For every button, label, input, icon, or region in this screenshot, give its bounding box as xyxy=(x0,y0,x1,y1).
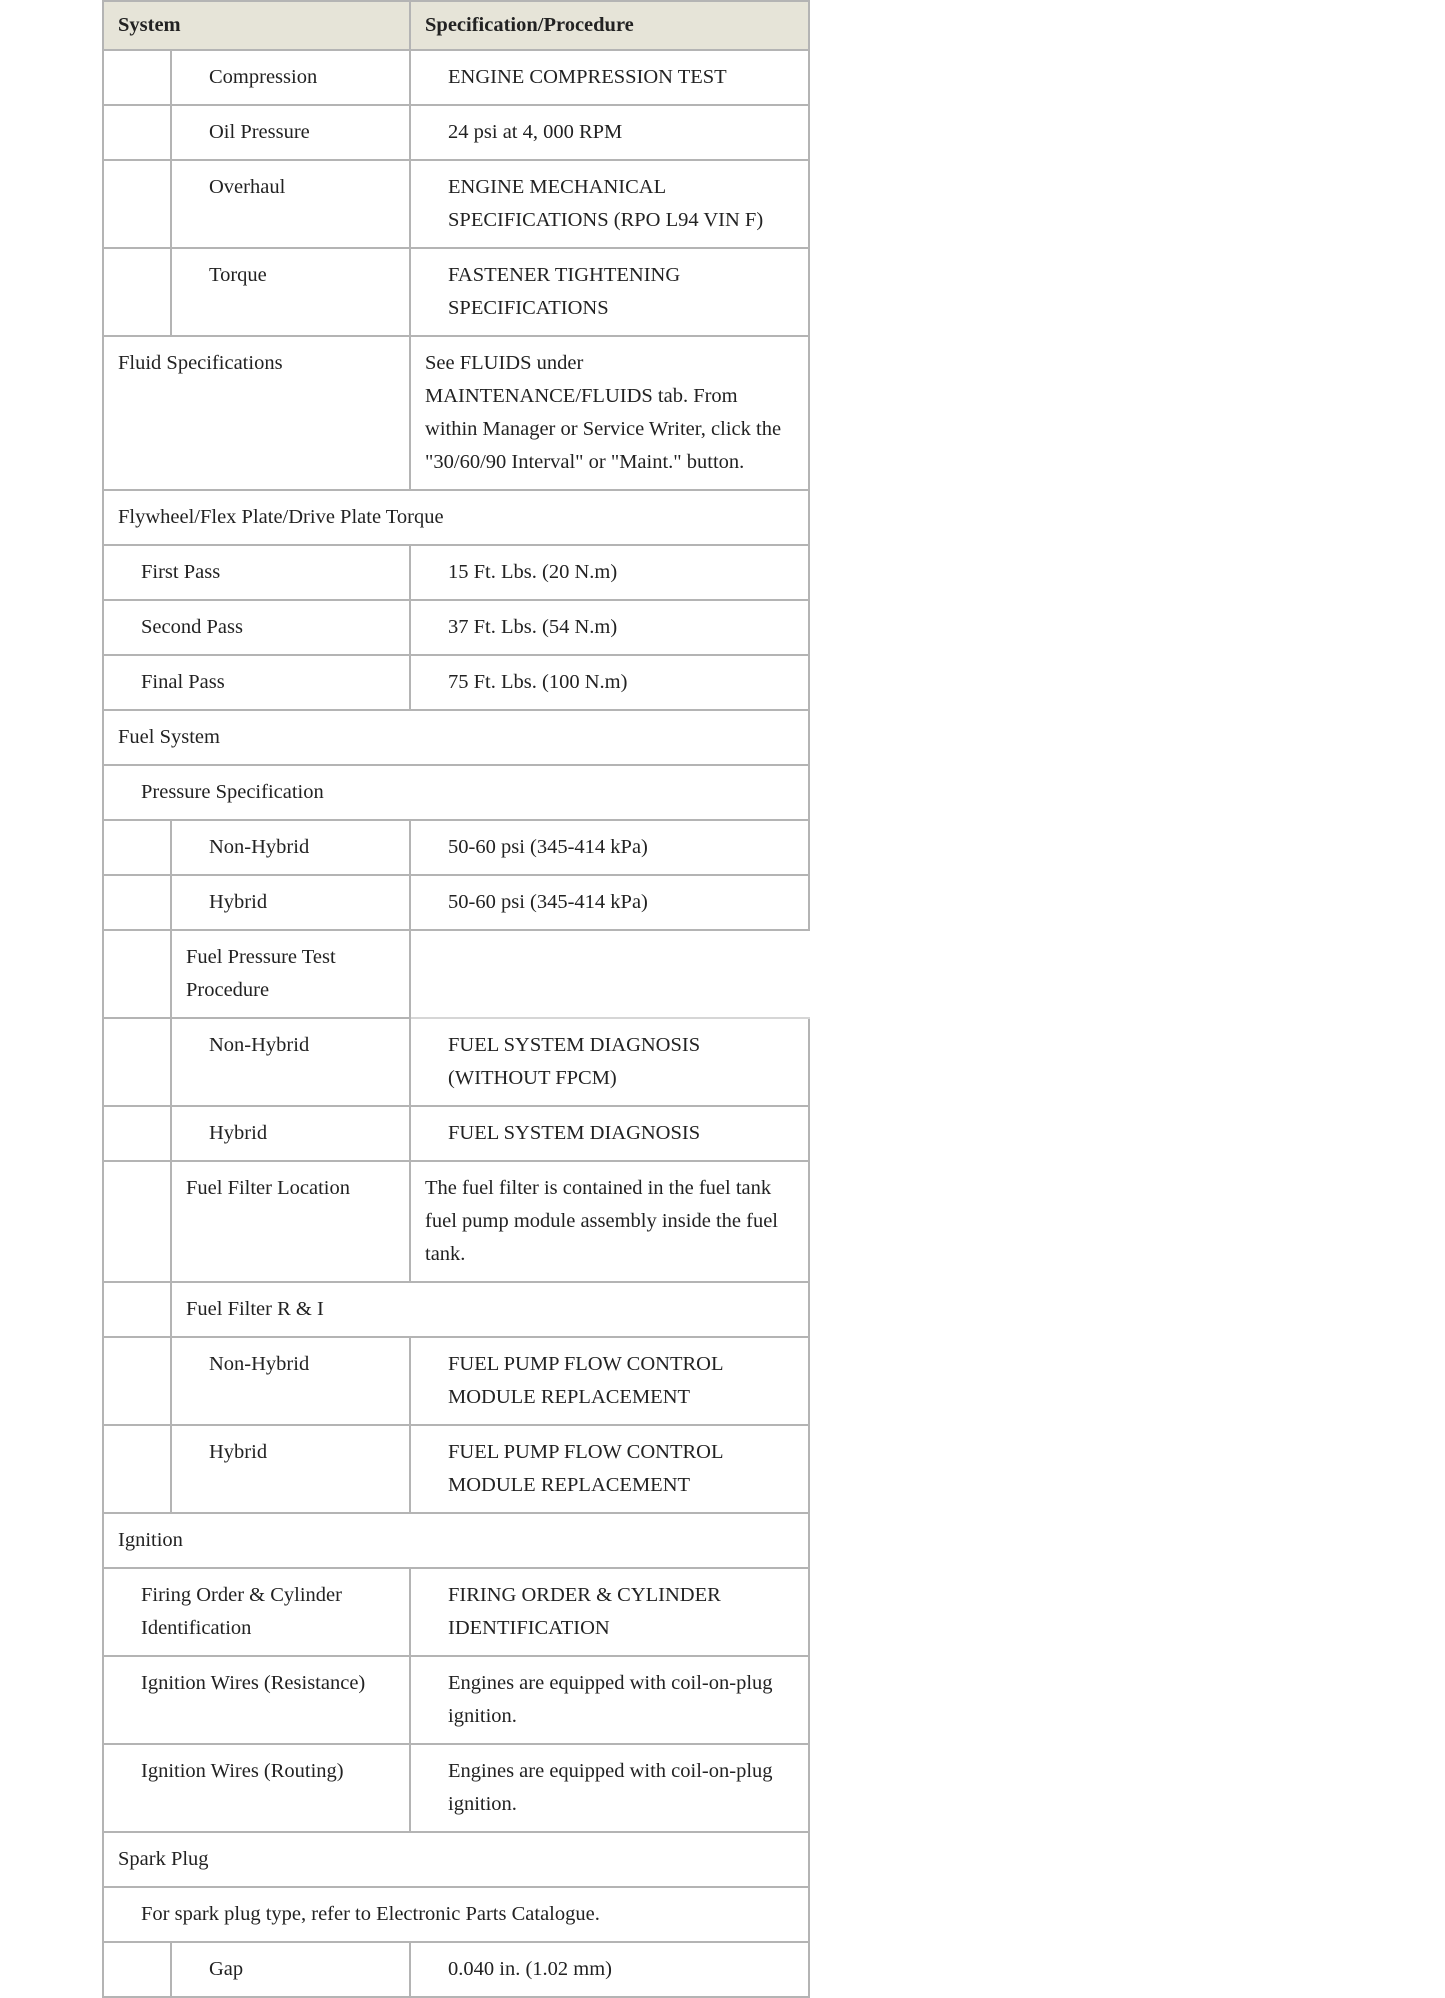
row-label: Second Pass xyxy=(103,600,410,655)
indent-cell xyxy=(103,1425,171,1513)
row-value: ENGINE MECHANICAL SPECIFICATIONS (RPO L94 VIN F) xyxy=(410,160,809,248)
indent-cell xyxy=(103,50,171,105)
table-row xyxy=(103,875,809,930)
section-row xyxy=(103,710,809,765)
row-value: 50-60 psi (345-414 kPa) xyxy=(410,875,809,930)
section-row xyxy=(103,490,809,545)
header-system: System xyxy=(103,1,410,50)
table-row xyxy=(103,1106,809,1161)
indent-cell xyxy=(103,1106,171,1161)
indent-cell xyxy=(103,1018,171,1106)
row-value: FUEL PUMP FLOW CONTROL MODULE REPLACEMENT xyxy=(410,1337,809,1425)
table-row xyxy=(103,820,809,875)
table-row xyxy=(103,1656,809,1744)
row-value: ENGINE COMPRESSION TEST xyxy=(410,50,809,105)
indent-cell xyxy=(103,160,171,248)
empty-value xyxy=(410,930,809,1018)
row-label: Firing Order & Cylinder Identification xyxy=(103,1568,410,1656)
table-row xyxy=(103,1425,809,1513)
table-row xyxy=(103,1282,809,1337)
section-row xyxy=(103,765,809,820)
row-label: Fuel Filter Location xyxy=(171,1161,410,1282)
table-row xyxy=(103,655,809,710)
table-row xyxy=(103,50,809,105)
table-row xyxy=(103,545,809,600)
table-row xyxy=(103,105,809,160)
row-label: Oil Pressure xyxy=(171,105,410,160)
note-text: For spark plug type, refer to Electronic Parts Catalogue. xyxy=(103,1887,809,1942)
row-value: 75 Ft. Lbs. (100 N.m) xyxy=(410,655,809,710)
section-label: Spark Plug xyxy=(103,1832,809,1887)
header-spec: Specification/Procedure xyxy=(410,1,809,50)
row-value: FUEL PUMP FLOW CONTROL MODULE REPLACEMENT xyxy=(410,1425,809,1513)
row-value: 24 psi at 4, 000 RPM xyxy=(410,105,809,160)
note-row xyxy=(103,1887,809,1942)
table-row xyxy=(103,248,809,336)
indent-cell xyxy=(103,105,171,160)
section-row xyxy=(103,1513,809,1568)
table-row xyxy=(103,930,809,1018)
row-label: Compression xyxy=(171,50,410,105)
section-label: Flywheel/Flex Plate/Drive Plate Torque xyxy=(103,490,809,545)
row-label: Overhaul xyxy=(171,160,410,248)
row-label: Gap xyxy=(171,1942,410,1997)
row-value: 37 Ft. Lbs. (54 N.m) xyxy=(410,600,809,655)
table-row xyxy=(103,1018,809,1106)
table-row xyxy=(103,1744,809,1832)
row-label: Non-Hybrid xyxy=(171,1337,410,1425)
indent-cell xyxy=(103,248,171,336)
indent-cell xyxy=(103,820,171,875)
row-value: 0.040 in. (1.02 mm) xyxy=(410,1942,809,1997)
row-label: Fluid Specifications xyxy=(103,336,410,490)
row-label: Fuel Filter R & I xyxy=(171,1282,809,1337)
row-label: Ignition Wires (Resistance) xyxy=(103,1656,410,1744)
table-row xyxy=(103,1942,809,1997)
row-label: Hybrid xyxy=(171,1425,410,1513)
indent-cell xyxy=(103,1282,171,1337)
row-label: Fuel Pressure Test Procedure xyxy=(171,930,410,1018)
row-label: Hybrid xyxy=(171,1106,410,1161)
section-label: Fuel System xyxy=(103,710,809,765)
row-value: FIRING ORDER & CYLINDER IDENTIFICATION xyxy=(410,1568,809,1656)
row-label: Ignition Wires (Routing) xyxy=(103,1744,410,1832)
indent-cell xyxy=(103,875,171,930)
table-row xyxy=(103,1568,809,1656)
row-value: FUEL SYSTEM DIAGNOSIS xyxy=(410,1106,809,1161)
spec-table xyxy=(102,0,810,1998)
row-label: Torque xyxy=(171,248,410,336)
table-header-row xyxy=(103,1,809,50)
indent-cell xyxy=(103,1942,171,1997)
indent-cell xyxy=(103,1337,171,1425)
section-label: Ignition xyxy=(103,1513,809,1568)
table-row xyxy=(103,336,809,490)
row-label: First Pass xyxy=(103,545,410,600)
row-label: Hybrid xyxy=(171,875,410,930)
indent-cell xyxy=(103,1161,171,1282)
row-value: FUEL SYSTEM DIAGNOSIS (WITHOUT FPCM) xyxy=(410,1018,809,1106)
table-row xyxy=(103,1161,809,1282)
row-value: Engines are equipped with coil-on-plug ignition. xyxy=(410,1656,809,1744)
row-value: 15 Ft. Lbs. (20 N.m) xyxy=(410,545,809,600)
row-value: 50-60 psi (345-414 kPa) xyxy=(410,820,809,875)
row-value: FASTENER TIGHTENING SPECIFICATIONS xyxy=(410,248,809,336)
row-value: Engines are equipped with coil-on-plug ignition. xyxy=(410,1744,809,1832)
row-label: Non-Hybrid xyxy=(171,820,410,875)
table-row xyxy=(103,1337,809,1425)
section-row xyxy=(103,1832,809,1887)
row-label: Final Pass xyxy=(103,655,410,710)
row-value: The fuel filter is contained in the fuel tank fuel pump module assembly inside the fuel tank. xyxy=(410,1161,809,1282)
table-row xyxy=(103,600,809,655)
row-label: Non-Hybrid xyxy=(171,1018,410,1106)
row-value: See FLUIDS under MAINTENANCE/FLUIDS tab. From within Manager or Service Writer, click the "30/60/90 Interval" or "Maint." button. xyxy=(410,336,809,490)
table-row xyxy=(103,160,809,248)
indent-cell xyxy=(103,930,171,1018)
section-label: Pressure Specification xyxy=(103,765,809,820)
